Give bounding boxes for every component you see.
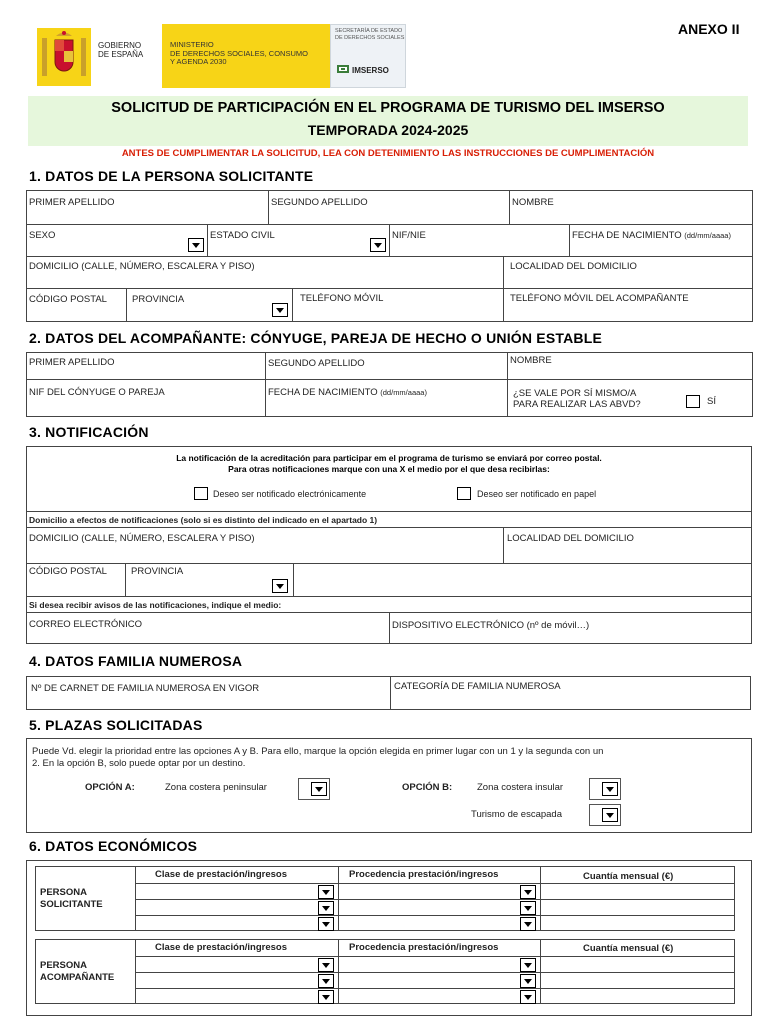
- s6-acomp-col-cuantia: Cuantía mensual (€): [583, 943, 674, 954]
- imserso-text: IMSERSO: [352, 66, 389, 75]
- ministry-panel: [162, 24, 330, 88]
- s1-cp-label: CÓDIGO POSTAL: [29, 294, 107, 305]
- s2-fecha-nac-format: (dd/mm/aaaa): [380, 388, 427, 397]
- s5-costera-peninsular-select[interactable]: [298, 778, 330, 800]
- s3-electronic-checkbox[interactable]: [194, 487, 208, 500]
- section-1-title: 1. DATOS DE LA PERSONA SOLICITANTE: [29, 168, 314, 184]
- s2-vale-line1: ¿SE VALE POR SÍ MISMO/A: [513, 388, 637, 399]
- s1-provincia-dropdown[interactable]: [272, 303, 288, 317]
- s3-localidad-label: LOCALIDAD DEL DOMICILIO: [507, 533, 634, 544]
- s5-costera-insular-label: Zona costera insular: [477, 782, 564, 793]
- ministry-line1: MINISTERIO: [170, 40, 214, 49]
- s6-sol-procedencia-dropdown-2[interactable]: [520, 901, 536, 915]
- s5-costera-insular-select[interactable]: [589, 778, 621, 800]
- s2-si-checkbox[interactable]: [686, 395, 700, 408]
- s1-primer-apellido-label: PRIMER APELLIDO: [29, 197, 115, 208]
- s1-provincia-label: PROVINCIA: [132, 294, 185, 305]
- s6-solicitante-label: [40, 887, 103, 911]
- section-2-table: [26, 352, 753, 417]
- s2-vale-label: [513, 388, 641, 410]
- s3-correo-label: CORREO ELECTRÓNICO: [29, 619, 142, 630]
- form-season: TEMPORADA 2024-2025: [307, 122, 469, 138]
- ministry-line2: DE DERECHOS SOCIALES, CONSUMO: [170, 48, 308, 58]
- s1-telefono-acomp-label: TELÉFONO MÓVIL DEL ACOMPAÑANTE: [510, 293, 689, 304]
- gov-line1: GOBIERNO: [98, 41, 142, 50]
- instructions-warning: ANTES DE CUMPLIMENTAR LA SOLICITUD, LEA CON DETENIMIENTO LAS INSTRUCCIONES DE CUMPLIMENTACIÓN: [121, 148, 655, 159]
- section-5-title: 5. PLAZAS SOLICITADAS: [29, 717, 203, 733]
- s5-info-line2: 2. En la opción B, solo puede optar por un destino.: [32, 758, 246, 769]
- s6-acomp-col-procedencia: Procedencia prestación/ingresos: [349, 942, 499, 953]
- s3-domicilio-header: Domicilio a efectos de notificaciones (solo si es distinto del indicado en el apartado 1): [29, 515, 378, 525]
- s6-sol-clase-dropdown-3[interactable]: [318, 917, 334, 931]
- section-3-title: 3. NOTIFICACIÓN: [29, 424, 149, 440]
- s3-avisos-header: Si desea recibir avisos de las notificaciones, indique el medio:: [29, 600, 282, 610]
- s3-info: [26, 453, 752, 475]
- s1-localidad-label: LOCALIDAD DEL DOMICILIO: [510, 261, 637, 272]
- section-2-title: 2. DATOS DEL ACOMPAÑANTE: CÓNYUGE, PAREJA DE HECHO O UNIÓN ESTABLE: [29, 330, 602, 346]
- s1-telefono-label: TELÉFONO MÓVIL: [300, 293, 384, 304]
- s1-nif-label: NIF/NIE: [392, 230, 426, 241]
- s5-escapada-select[interactable]: [589, 804, 621, 826]
- s1-sexo-label: SEXO: [29, 230, 56, 241]
- gov-line2: DE ESPAÑA: [98, 50, 144, 59]
- s1-segundo-apellido-label: SEGUNDO APELLIDO: [271, 197, 368, 208]
- title-band: [28, 96, 748, 146]
- s1-estado-civil-dropdown[interactable]: [370, 238, 386, 252]
- s3-info-line1: La notificación de la acreditación para participar em el programa de turismo se enviará por correo postal.: [176, 453, 602, 463]
- s3-paper-checkbox[interactable]: [457, 487, 471, 500]
- s3-paper-label: Deseo ser notificado en papel: [477, 489, 597, 499]
- s2-segundo-apellido-label: SEGUNDO APELLIDO: [268, 358, 365, 369]
- s2-fecha-nac-label: [268, 387, 427, 398]
- s5-escapada-label: Turismo de escapada: [471, 809, 563, 820]
- s5-escapada-arrow: [602, 808, 618, 822]
- s2-nombre-label: NOMBRE: [510, 355, 552, 366]
- s6-acomp-clase-dropdown-1[interactable]: [318, 958, 334, 972]
- s6-sol-procedencia-dropdown-1[interactable]: [520, 885, 536, 899]
- section-4-title: 4. DATOS FAMILIA NUMEROSA: [29, 653, 243, 669]
- s3-cp-label: CÓDIGO POSTAL: [29, 566, 107, 577]
- s1-fecha-nac-text: FECHA DE NACIMIENTO: [572, 230, 682, 241]
- s5-info-line1: Puede Vd. elegir la prioridad entre las opciones A y B. Para ello, marque la opción elegida en primer lugar con un 1 y la segunda con un: [32, 746, 604, 757]
- s2-nif-label: NIF DEL CÓNYUGE O PAREJA: [29, 387, 165, 398]
- s2-vale-line2: PARA REALIZAR LAS ABVD?: [513, 399, 641, 410]
- gov-name: [98, 41, 143, 59]
- s5-opcion-a-label: OPCIÓN A:: [85, 782, 135, 793]
- annex-label: ANEXO II: [678, 21, 740, 37]
- s5-costera-peninsular-label: Zona costera peninsular: [165, 782, 267, 793]
- ministry-line3: Y AGENDA 2030: [170, 57, 227, 66]
- s3-provincia-dropdown[interactable]: [272, 579, 288, 593]
- s6-acomp-procedencia-dropdown-2[interactable]: [520, 974, 536, 988]
- section-6-title: 6. DATOS ECONÓMICOS: [29, 838, 198, 854]
- s6-sol-clase-dropdown-2[interactable]: [318, 901, 334, 915]
- secretaria-line1: SECRETARÍA DE ESTADO: [335, 28, 403, 34]
- coat-of-arms-icon: [37, 28, 91, 86]
- s1-fecha-nac-label: [572, 230, 731, 241]
- s4-carnet-label: Nº DE CARNET DE FAMILIA NUMEROSA EN VIGOR: [31, 683, 260, 694]
- s6-sol-procedencia-dropdown-3[interactable]: [520, 917, 536, 931]
- s6-sol-col-clase: Clase de prestación/ingresos: [155, 869, 287, 880]
- imserso-logo-icon: [336, 62, 350, 76]
- s6-sol-col-cuantia: Cuantía mensual (€): [583, 871, 674, 882]
- s6-acomp-procedencia-dropdown-3[interactable]: [520, 990, 536, 1004]
- s3-electronic-label: Deseo ser notificado electrónicamente: [213, 489, 367, 499]
- secretaria-panel: [330, 24, 406, 88]
- s6-sol-clase-dropdown-1[interactable]: [318, 885, 334, 899]
- s5-costera-peninsular-arrow: [311, 782, 327, 796]
- form-title: SOLICITUD DE PARTICIPACIÓN EN EL PROGRAMA DE TURISMO DEL IMSERSO: [111, 100, 665, 116]
- s1-estado-civil-label: ESTADO CIVIL: [210, 230, 275, 241]
- s6-solicitante-line2: SOLICITANTE: [40, 899, 103, 910]
- s6-sol-col-procedencia: Procedencia prestación/ingresos: [349, 869, 499, 880]
- s1-sexo-dropdown[interactable]: [188, 238, 204, 252]
- s5-costera-insular-arrow: [602, 782, 618, 796]
- s6-acompanante-line2: ACOMPAÑANTE: [40, 972, 115, 983]
- s3-dispositivo-label: DISPOSITIVO ELECTRÓNICO (nº de móvil…): [392, 620, 590, 631]
- s6-acomp-clase-dropdown-2[interactable]: [318, 974, 334, 988]
- s6-acompanante-label: [40, 960, 114, 984]
- s6-acomp-clase-dropdown-3[interactable]: [318, 990, 334, 1004]
- s1-nombre-label: NOMBRE: [512, 197, 554, 208]
- s2-fecha-nac-text: FECHA DE NACIMIENTO: [268, 387, 378, 398]
- s4-categoria-label: CATEGORÍA DE FAMILIA NUMEROSA: [394, 681, 561, 692]
- s6-acompanante-line1: PERSONA: [40, 960, 87, 971]
- secretaria-line2: DE DERECHOS SOCIALES: [335, 35, 405, 41]
- s1-domicilio-label: DOMICILIO (CALLE, NÚMERO, ESCALERA Y PISO): [29, 261, 255, 272]
- s3-info-line2: Para otras notificaciones marque con una X el medio por el que desa recibirlas:: [228, 464, 550, 474]
- s5-opcion-b-label: OPCIÓN B:: [402, 782, 453, 793]
- s3-domicilio-label: DOMICILIO (CALLE, NÚMERO, ESCALERA Y PISO): [29, 533, 255, 544]
- s6-acomp-procedencia-dropdown-1[interactable]: [520, 958, 536, 972]
- s1-fecha-nac-format: (dd/mm/aaaa): [684, 231, 731, 240]
- s3-provincia-label: PROVINCIA: [131, 566, 184, 577]
- s6-acomp-col-clase: Clase de prestación/ingresos: [155, 942, 287, 953]
- gov-logo-block: [34, 24, 406, 88]
- s2-primer-apellido-label: PRIMER APELLIDO: [29, 357, 115, 368]
- s2-si-label: SÍ: [707, 396, 716, 407]
- s5-info: [32, 746, 748, 770]
- s6-solicitante-line1: PERSONA: [40, 887, 87, 898]
